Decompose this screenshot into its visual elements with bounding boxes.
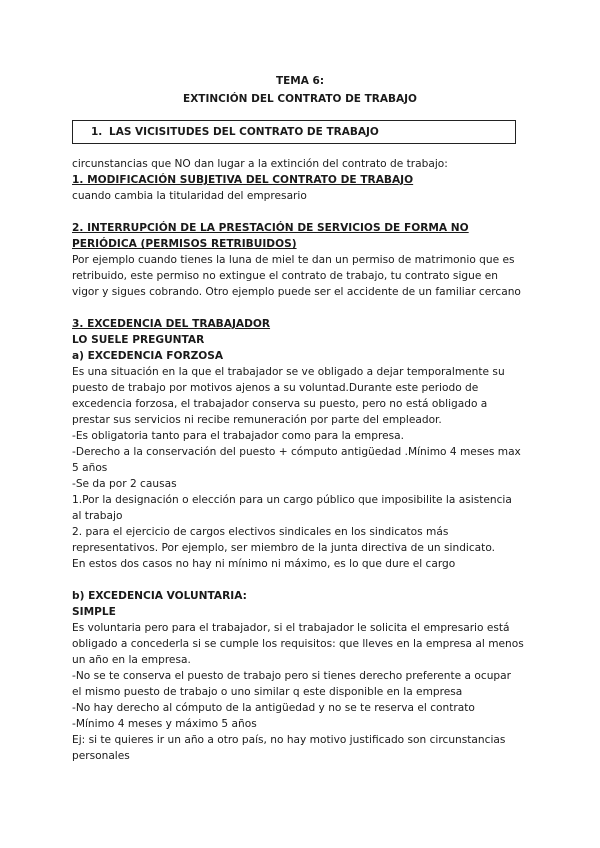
paragraph-line: En estos dos casos no hay ni mínimo ni máximo, es lo que dure el cargo [72, 558, 456, 570]
section-title: LAS VICISITUDES DEL CONTRATO DE TRABAJO [109, 126, 379, 138]
heading-interrupcion-cont: PERIÓDICA (PERMISOS RETRIBUIDOS) [72, 238, 297, 250]
paragraph-line: -Mínimo 4 meses y máximo 5 años [72, 718, 257, 730]
paragraph-line: vigor y sigues cobrando. Otro ejemplo puede ser el accidente de un familiar cercano [72, 286, 521, 298]
paragraph-line: Ej: si te quieres ir un año a otro país, no hay motivo justificado son circunstancias [72, 734, 506, 746]
intro-line: circunstancias que NO dan lugar a la extinción del contrato de trabajo: [72, 158, 448, 170]
paragraph-line: prestar sus servicios ni recibe remuneración por parte del empleador. [72, 414, 442, 426]
paragraph-line: -Es obligatoria tanto para el trabajador como para la empresa. [72, 430, 404, 442]
paragraph-line: Es voluntaria pero para el trabajador, si el trabajador le solicita el empresario está [72, 622, 510, 634]
paragraph-line: al trabajo [72, 510, 123, 522]
paragraph-line: 5 años [72, 462, 108, 474]
paragraph-line: 1.Por la designación o elección para un cargo público que imposibilite la asistencia [72, 494, 512, 506]
paragraph-line: puesto de trabajo por motivos ajenos a su voluntad.Durante este periodo de [72, 382, 479, 394]
heading-excedencia-forzosa: a) EXCEDENCIA FORZOSA [72, 350, 224, 362]
heading-modificacion: 1. MODIFICACIÓN SUBJETIVA DEL CONTRATO DE TRABAJO [72, 174, 414, 186]
paragraph-line: -No se te conserva el puesto de trabajo pero si tienes derecho preferente a ocupar [72, 670, 512, 682]
paragraph-line: Es una situación en la que el trabajador se ve obligado a dejar temporalmente su [72, 366, 505, 378]
paragraph-line: un año en la empresa. [72, 654, 191, 666]
section-heading-box [72, 120, 516, 144]
paragraph-line: -Se da por 2 causas [72, 478, 177, 490]
heading-excedencia-voluntaria: b) EXCEDENCIA VOLUNTARIA: [72, 590, 247, 602]
paragraph-line: el mismo puesto de trabajo o uno similar q este disponible en la empresa [72, 686, 463, 698]
paragraph-line: personales [72, 750, 130, 762]
section-number: 1. [91, 126, 103, 138]
paragraph-line: -No hay derecho al cómputo de la antigüedad y no se te reserva el contrato [72, 702, 475, 714]
note-suele-preguntar: LO SUELE PREGUNTAR [72, 334, 205, 346]
heading-excedencia: 3. EXCEDENCIA DEL TRABAJADOR [72, 318, 271, 330]
paragraph-line: obligado a concederla si se cumple los requisitos: que lleves en la empresa al menos [72, 638, 524, 650]
paragraph-line: representativos. Por ejemplo, ser miembro de la junta directiva de un sindicato. [72, 542, 495, 554]
paragraph-line: excedencia forzosa, el trabajador conserva su puesto, pero no está obligado a [72, 398, 488, 410]
heading-interrupcion: 2. INTERRUPCIÓN DE LA PRESTACIÓN DE SERVICIOS DE FORMA NO [72, 222, 469, 234]
paragraph-line: Por ejemplo cuando tienes la luna de miel te dan un permiso de matrimonio que es [72, 254, 515, 266]
topic-number: TEMA 6: [275, 75, 325, 87]
paragraph-line: 2. para el ejercicio de cargos electivos sindicales en los sindicatos más [72, 526, 449, 538]
paragraph-line: retribuido, este permiso no extingue el contrato de trabajo, tu contrato sigue en [72, 270, 498, 282]
paragraph-line: cuando cambia la titularidad del empresario [72, 190, 307, 202]
paragraph-line: -Derecho a la conservación del puesto + cómputo antigüedad .Mínimo 4 meses max [72, 446, 521, 458]
heading-simple: SIMPLE [72, 606, 116, 618]
document-title: EXTINCIÓN DEL CONTRATO DE TRABAJO [183, 93, 417, 105]
